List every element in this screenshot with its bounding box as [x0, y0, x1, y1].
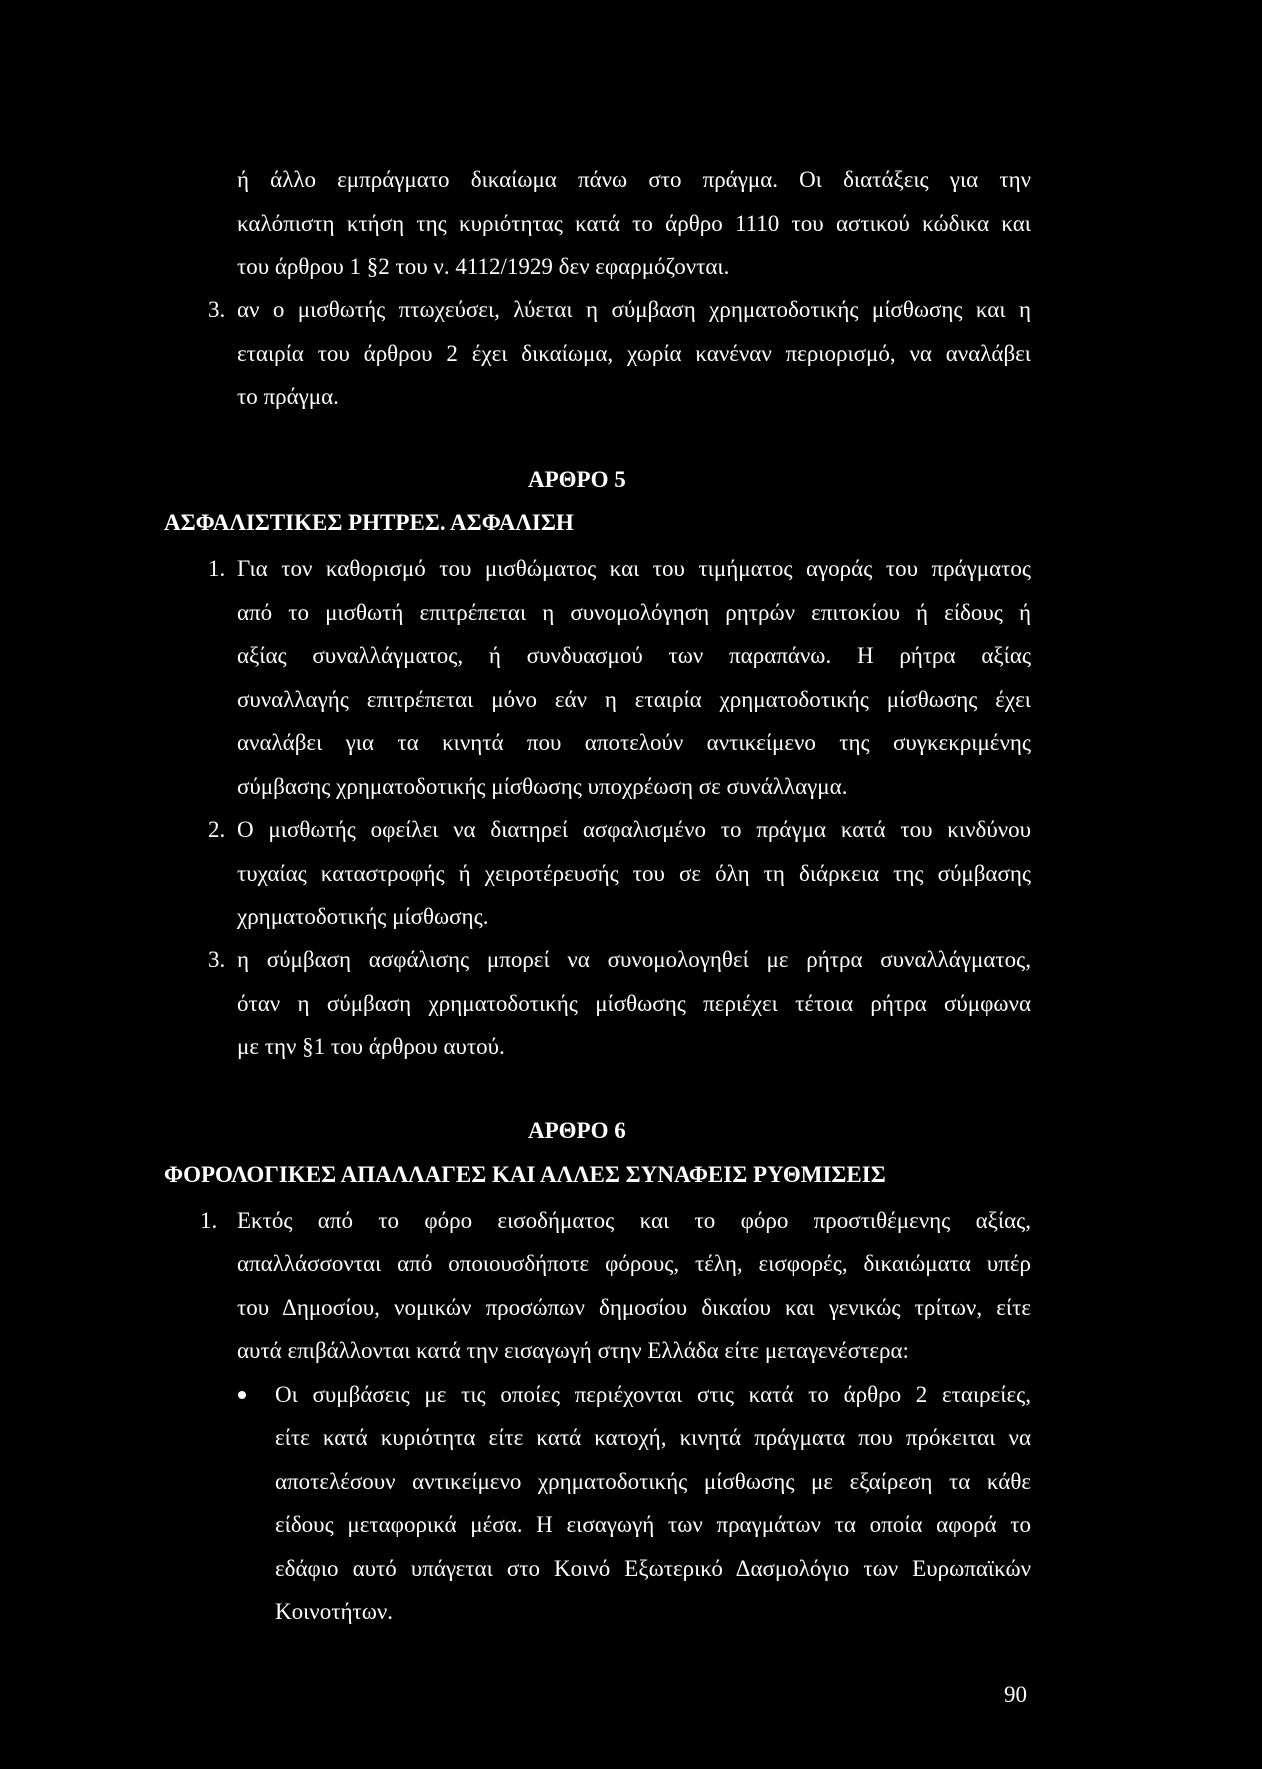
- paragraph-line: αξίας συναλλάγματος, ή συνδυασμού των παραπάνω. Η ρήτρα αξίας: [237, 643, 1031, 668]
- paragraph-line: το πράγμα.: [237, 384, 339, 409]
- paragraph-line: είτε κατά κυριότητα είτε κατά κατοχή, κινητά πράγματα που πρόκειται να: [275, 1425, 1031, 1450]
- paragraph-line: αυτά επιβάλλονται κατά την εισαγωγή στην Ελλάδα είτε μεταγενέστερα:: [237, 1338, 909, 1363]
- paragraph-line: Εκτός από το φόρο εισοδήματος και το φόρο προστιθέμενης αξίας,: [237, 1208, 1031, 1233]
- paragraph-line: συναλλαγής επιτρέπεται μόνο εάν η εταιρία χρηματοδοτικής μίσθωσης έχει: [237, 687, 1031, 712]
- item-number: 1.: [200, 1208, 218, 1233]
- paragraph-line: με την §1 του άρθρου αυτού.: [237, 1034, 505, 1059]
- page-number: 90: [1004, 1682, 1027, 1707]
- article-subtitle: ΑΣΦΑΛΙΣΤΙΚΕΣ ΡΗΤΡΕΣ. ΑΣΦΑΛΙΣΗ: [164, 510, 574, 535]
- paragraph-line: αποτελέσουν αντικείμενο χρηματοδοτικής μίσθωσης με εξαίρεση τα κάθε: [275, 1469, 1031, 1494]
- item-number: 1.: [208, 556, 226, 581]
- paragraph-line: του άρθρου 1 §2 του ν. 4112/1929 δεν εφαρμόζονται.: [237, 254, 730, 279]
- paragraph-line: Κοινοτήτων.: [275, 1599, 393, 1624]
- article-title: ΑΡΘΡΟ 5: [528, 467, 626, 492]
- paragraph-line: τυχαίας καταστροφής ή χειροτέρευσής του σε όλη τη διάρκεια της σύμβασης: [237, 861, 1031, 886]
- paragraph-line: Για τον καθορισμό του μισθώματος και του τιμήματος αγοράς του πράγματος: [237, 556, 1031, 581]
- item-number: 3.: [208, 947, 226, 972]
- article-subtitle: ΦΟΡΟΛΟΓΙΚΕΣ ΑΠΑΛΛΑΓΕΣ ΚΑΙ ΑΛΛΕΣ ΣΥΝΑΦΕΙΣ ΡΥΘΜΙΣΕΙΣ: [164, 1162, 886, 1187]
- article-title: ΑΡΘΡΟ 6: [528, 1118, 626, 1143]
- paragraph-line: καλόπιστη κτήση της κυριότητας κατά το άρθρο 1110 του αστικού κώδικα και: [237, 211, 1031, 236]
- paragraph-line: Οι συμβάσεις με τις οποίες περιέχονται στις κατά το άρθρο 2 εταιρείες,: [275, 1382, 1031, 1407]
- paragraph-line: ή άλλο εμπράγματο δικαίωμα πάνω στο πράγμα. Οι διατάξεις για την: [237, 167, 1031, 192]
- paragraph-line: του Δημοσίου, νομικών προσώπων δημοσίου δικαίου και γενικώς τρίτων, είτε: [237, 1295, 1031, 1320]
- paragraph-line: αναλάβει για τα κινητά που αποτελούν αντικείμενο της συγκεκριμένης: [237, 730, 1031, 755]
- paragraph-line: απαλλάσσονται από οποιουσδήποτε φόρους, τέλη, εισφορές, δικαιώματα υπέρ: [237, 1251, 1031, 1276]
- paragraph-line: εδάφιο αυτό υπάγεται στο Κοινό Εξωτερικό Δασμολόγιο των Ευρωπαϊκών: [275, 1556, 1031, 1581]
- item-number: 3.: [208, 297, 226, 322]
- item-number: 2.: [208, 817, 226, 842]
- paragraph-line: εταιρία του άρθρου 2 έχει δικαίωμα, χωρία κανέναν περιορισμό, να αναλάβει: [237, 341, 1031, 366]
- paragraph-line: όταν η σύμβαση χρηματοδοτικής μίσθωσης περιέχει τέτοια ρήτρα σύμφωνα: [237, 991, 1031, 1016]
- paragraph-line: είδους μεταφορικά μέσα. Η εισαγωγή των πραγμάτων τα οποία αφορά το: [275, 1512, 1031, 1537]
- paragraph-line: σύμβασης χρηματοδοτικής μίσθωσης υποχρέωση σε συνάλλαγμα.: [237, 774, 848, 799]
- paragraph-line: Ο μισθωτής οφείλει να διατηρεί ασφαλισμένο το πράγμα κατά του κινδύνου: [237, 817, 1031, 842]
- paragraph-line: από το μισθωτή επιτρέπεται η συνομολόγηση ρητρών επιτοκίου ή είδους ή: [237, 600, 1031, 625]
- paragraph-line: χρηματοδοτικής μίσθωσης.: [237, 904, 489, 929]
- paragraph-line: η σύμβαση ασφάλισης μπορεί να συνομολογηθεί με ρήτρα συναλλάγματος,: [237, 947, 1031, 972]
- paragraph-line: αν ο μισθωτής πτωχεύσει, λύεται η σύμβαση χρηματοδοτικής μίσθωσης και η: [237, 297, 1031, 322]
- bullet-icon: [238, 1391, 246, 1399]
